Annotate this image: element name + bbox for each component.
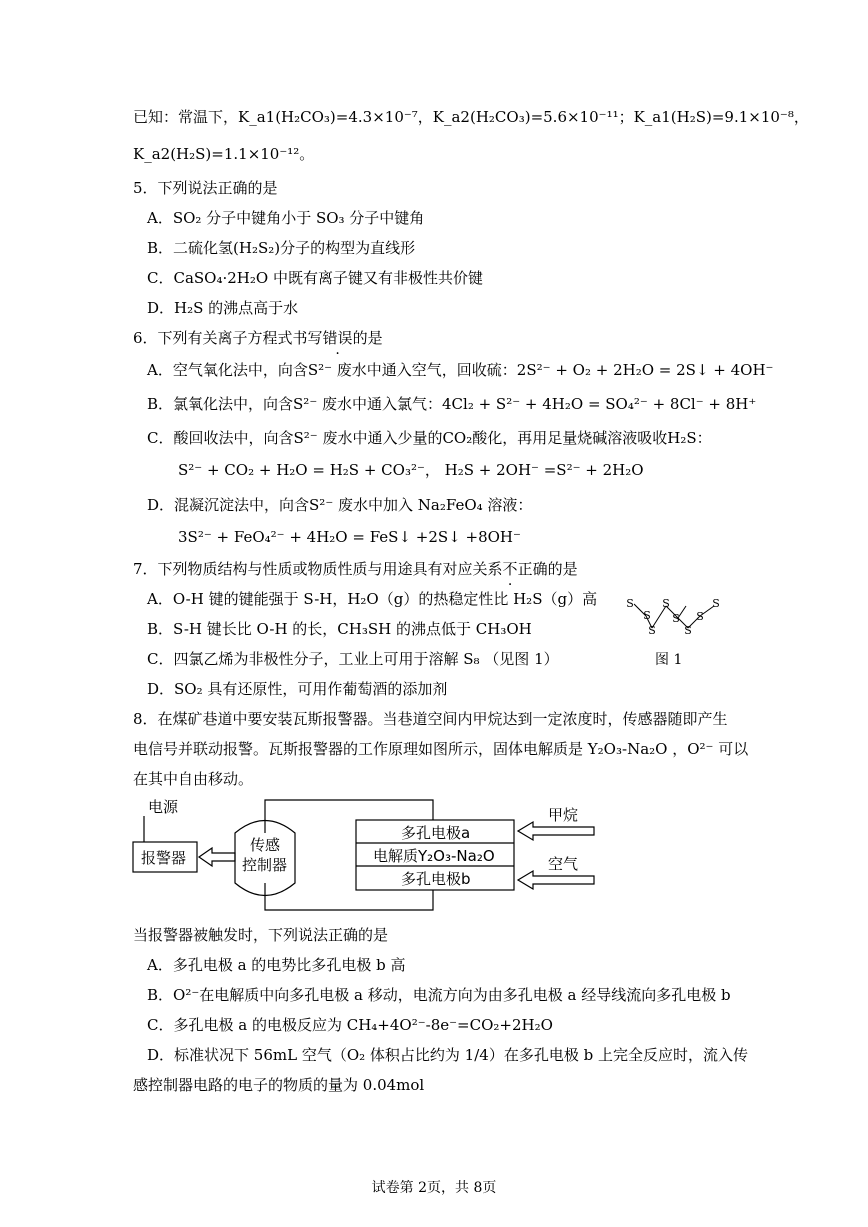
q5-option-d: D．H₂S 的沸点高于水	[147, 299, 299, 317]
q6-stem-pre: 6．下列有关离子方程式书写	[133, 329, 323, 347]
q6-option-d: D．混凝沉淀法中，向含S²⁻ 废水中加入 Na₂FeO₄ 溶液：	[147, 496, 533, 514]
q7-stem	[133, 558, 578, 580]
air-label: 空气	[548, 855, 579, 873]
q7-option-a: A．O-H 键的键能强于 S-H，H₂O（g）的热稳定性比 H₂S（g）高	[147, 590, 598, 608]
q8-option-d-line1: D．标准状况下 56mL 空气（O₂ 体积占比约为 1/4）在多孔电极 b 上完全反应时，流入传	[147, 1046, 748, 1064]
sensor-label-line2: 控制器	[242, 856, 288, 874]
q5-option-c: C．CaSO₄·2H₂O 中既有离子键又有非极性共价键	[147, 269, 483, 287]
q6-stem	[133, 327, 383, 349]
s-atom-label: S	[696, 610, 704, 623]
q5-option-b: B．二硫化氢(H₂S₂)分子的构型为直线形	[147, 239, 416, 257]
methane-label: 甲烷	[548, 806, 579, 824]
page-footer: 试卷第 2页，共 8页	[371, 1180, 497, 1196]
q6-option-a: A．空气氧化法中，向含S²⁻ 废水中通入空气，回收硫：2S²⁻ + O₂ + 2H₂O = 2S↓ + 4OH⁻	[147, 361, 774, 379]
q5-option-a: A．SO₂ 分子中键角小于 SO₃ 分子中键角	[147, 209, 425, 227]
q7-option-d: D．SO₂ 具有还原性，可用作葡萄酒的添加剂	[147, 680, 448, 698]
q8-option-c: C．多孔电极 a 的电极反应为 CH₄+4O²⁻-8e⁻=CO₂+2H₂O	[147, 1016, 553, 1034]
q8-stem-line3: 在其中自由移动。	[133, 770, 254, 788]
q6-stem-emphasis: 错误	[322, 329, 353, 347]
q7-stem-post: 正确的是	[517, 560, 578, 578]
q8-question: 当报警器被触发时，下列说法正确的是	[133, 926, 389, 944]
q7-stem-emphasis: 不	[502, 560, 518, 578]
s-atom-label: S	[648, 624, 656, 637]
q6-option-c: C．酸回收法中，向含S²⁻ 废水中通入少量的CO₂酸化，再用足量烧碱溶液吸收H₂S：	[147, 429, 712, 447]
q5-stem: 5．下列说法正确的是	[133, 179, 278, 197]
power-label: 电源	[148, 798, 179, 816]
s-atom-label: S	[662, 597, 670, 610]
q6-option-d-equation: 3S²⁻ + FeO₄²⁻ + 4H₂O = FeS↓ +2S↓ +8OH⁻	[178, 528, 521, 546]
electrode-a-label: 多孔电极a	[401, 824, 471, 842]
figure-1-caption: 图 1	[655, 652, 683, 668]
sensor-label-line1: 传感	[250, 836, 281, 854]
s-atom-label: S	[712, 597, 720, 610]
electrolyte-label: 电解质Y₂O₃-Na₂O	[373, 847, 495, 865]
q7-stem-pre: 7．下列物质结构与性质或物质性质与用途具有对应关系	[133, 560, 503, 578]
s-atom-label: S	[672, 612, 680, 625]
s-atom-label: S	[684, 624, 692, 637]
q6-stem-post: 的是	[352, 329, 383, 347]
gas-alarm-diagram	[128, 798, 608, 918]
q6-option-b: B．氯氧化法中，向含S²⁻ 废水中通入氯气：4Cl₂ + S²⁻ + 4H₂O = SO₄²⁻ + 8Cl⁻ + 8H⁺	[147, 395, 757, 413]
alarm-label: 报警器	[141, 849, 187, 867]
q8-option-a: A．多孔电极 a 的电势比多孔电极 b 高	[147, 956, 406, 974]
q6-option-c-equation: S²⁻ + CO₂ + H₂O = H₂S + CO₃²⁻， H₂S + 2OH⁻ =S²⁻ + 2H₂O	[178, 461, 644, 479]
q7-option-b: B．S-H 键长比 O-H 的长，CH₃SH 的沸点低于 CH₃OH	[147, 620, 532, 638]
s8-ring-figure	[620, 594, 730, 638]
electrode-b-label: 多孔电极b	[401, 870, 471, 888]
q8-stem-line1: 8．在煤矿巷道中要安装瓦斯报警器。当巷道空间内甲烷达到一定浓度时，传感器随即产生	[133, 710, 728, 728]
q7-option-c: C．四氯乙烯为非极性分子，工业上可用于溶解 S₈ （见图 1）	[147, 650, 559, 668]
q8-stem-line2: 电信号并联动报警。瓦斯报警器的工作原理如图所示，固体电解质是 Y₂O₃-Na₂O ，O²⁻ 可以	[133, 740, 749, 758]
q8-option-d-line2: 感控制器电路的电子的物质的量为 0.04mol	[133, 1076, 425, 1094]
known-constants-line2: K_a2(H₂S)=1.1×10⁻¹²。	[133, 145, 315, 163]
s-atom-label: S	[626, 597, 634, 610]
known-constants-line1: 已知：常温下，K_a1(H₂CO₃)=4.3×10⁻⁷，K_a2(H₂CO₃)=5.6×10⁻¹¹；K_a1(H₂S)=9.1×10⁻⁸，	[133, 108, 809, 126]
q8-option-b: B．O²⁻在电解质中向多孔电极 a 移动，电流方向为由多孔电极 a 经导线流向多孔电极 b	[147, 986, 731, 1004]
s-atom-label: S	[643, 609, 651, 622]
